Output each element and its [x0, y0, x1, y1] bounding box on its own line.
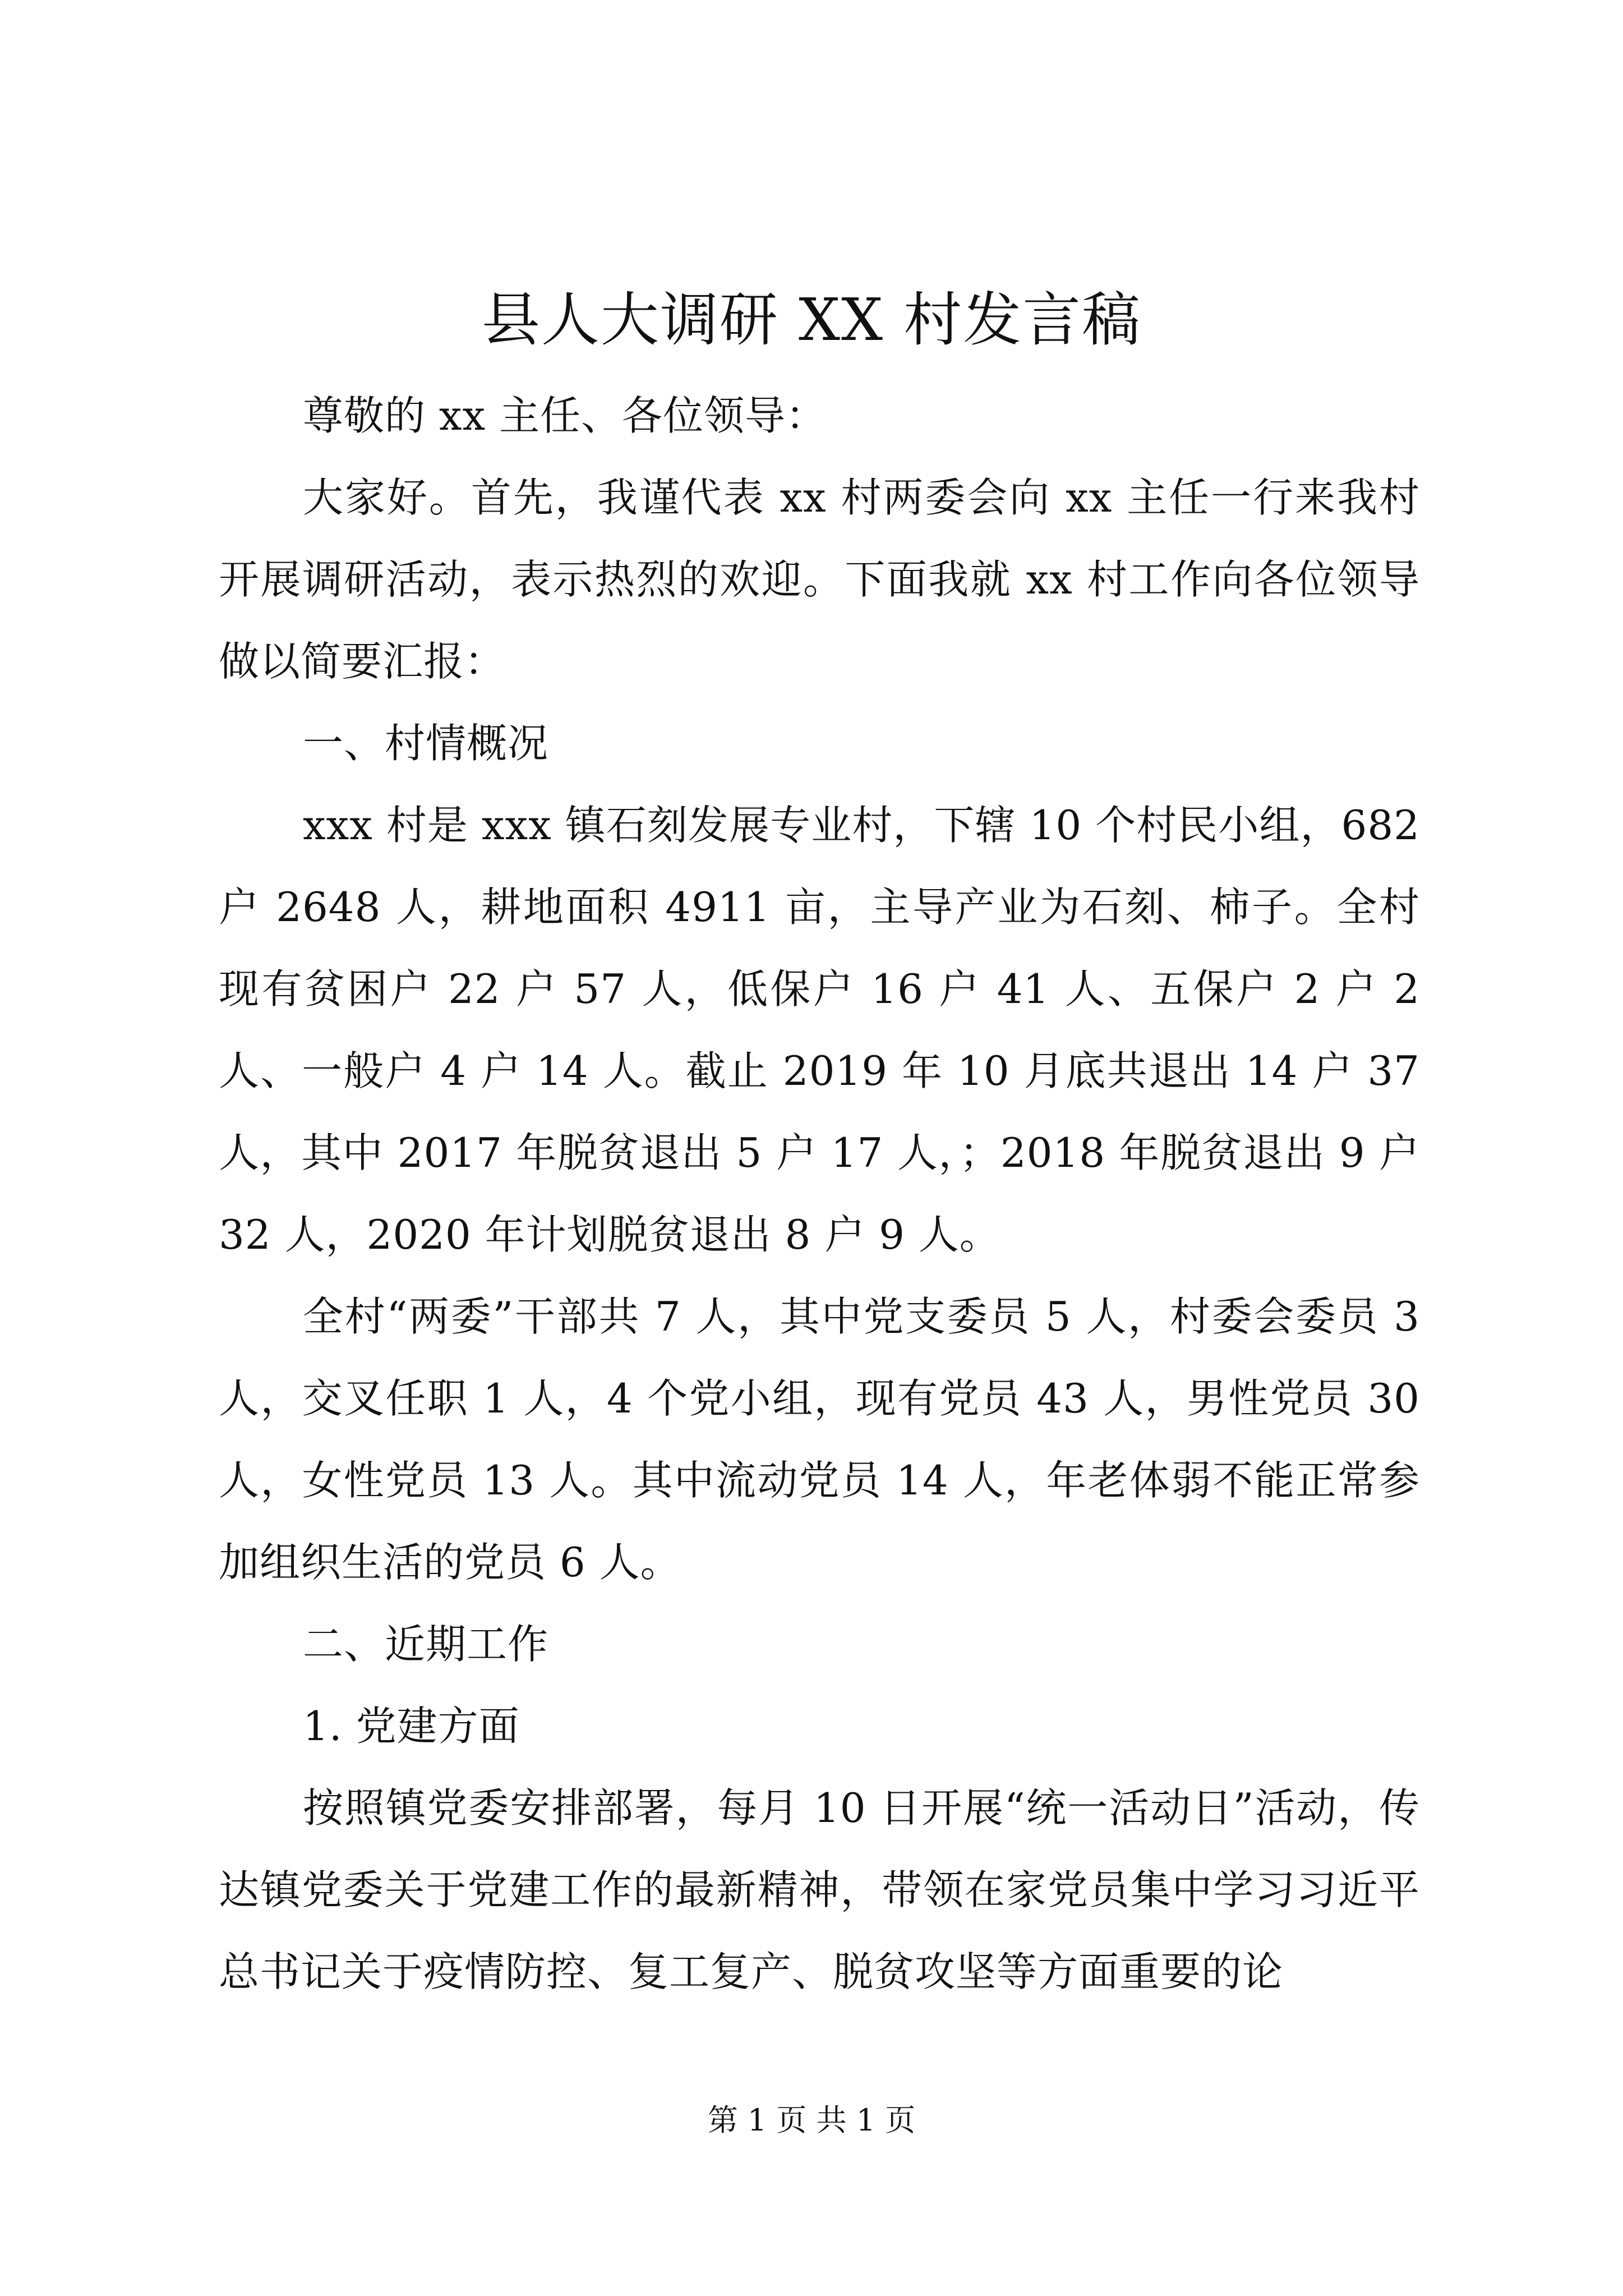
salutation: 尊敬的 xx 主任、各位领导：	[303, 392, 827, 439]
document-body	[219, 375, 1420, 2013]
page-footer: 第 1 页 共 1 页	[707, 2102, 916, 2138]
subsection-heading-party-building: 1. 党建方面	[303, 1703, 520, 1750]
document-title: 县人大调研 XX 村发言稿	[481, 286, 1142, 354]
paragraph-party-members: 全村“两委”干部共 7 人，其中党支委员 5 人，村委会委员 3 人，交叉任职 1 人，4 个党小组，现有党员 43 人，男性党员 30 人，女性党员 13 人。其中流动党员 14 人，年老体弱不能正常参加组织生活的党员 6 人。	[219, 1293, 1420, 1586]
paragraph-party-building: 按照镇党委安排部署，每月 10 日开展“统一活动日”活动，传达镇党委关于党建工作的最新精神，带领在家党员集中学习习近平总书记关于疫情防控、复工复产、脱贫攻坚等方面重要的论	[219, 1784, 1420, 1995]
paragraph-greeting: 大家好。首先，我谨代表 xx 村两委会向 xx 主任一行来我村开展调研活动，表示热烈的欢迎。下面我就 xx 村工作向各位领导做以简要汇报：	[219, 474, 1420, 685]
paragraph-village-overview: xxx 村是 xxx 镇石刻发展专业村，下辖 10 个村民小组，682 户 2648 人，耕地面积 4911 亩，主导产业为石刻、柿子。全村现有贫困户 22 户 57 人，低保户 16 户 41 人、五保户 2 户 2 人、一般户 4 户 14 人。截止 2019 年 10 月底共退出 14 户 37 人，其中 2017 年脱贫退出 5 户 17 人，；2018 年脱贫退出 9 户 32 人，2020 年计划脱贫退出 8 户 9 人。	[219, 802, 1420, 1258]
section-heading-village-overview: 一、村情概况	[303, 720, 549, 767]
section-heading-recent-work: 二、近期工作	[303, 1621, 549, 1668]
